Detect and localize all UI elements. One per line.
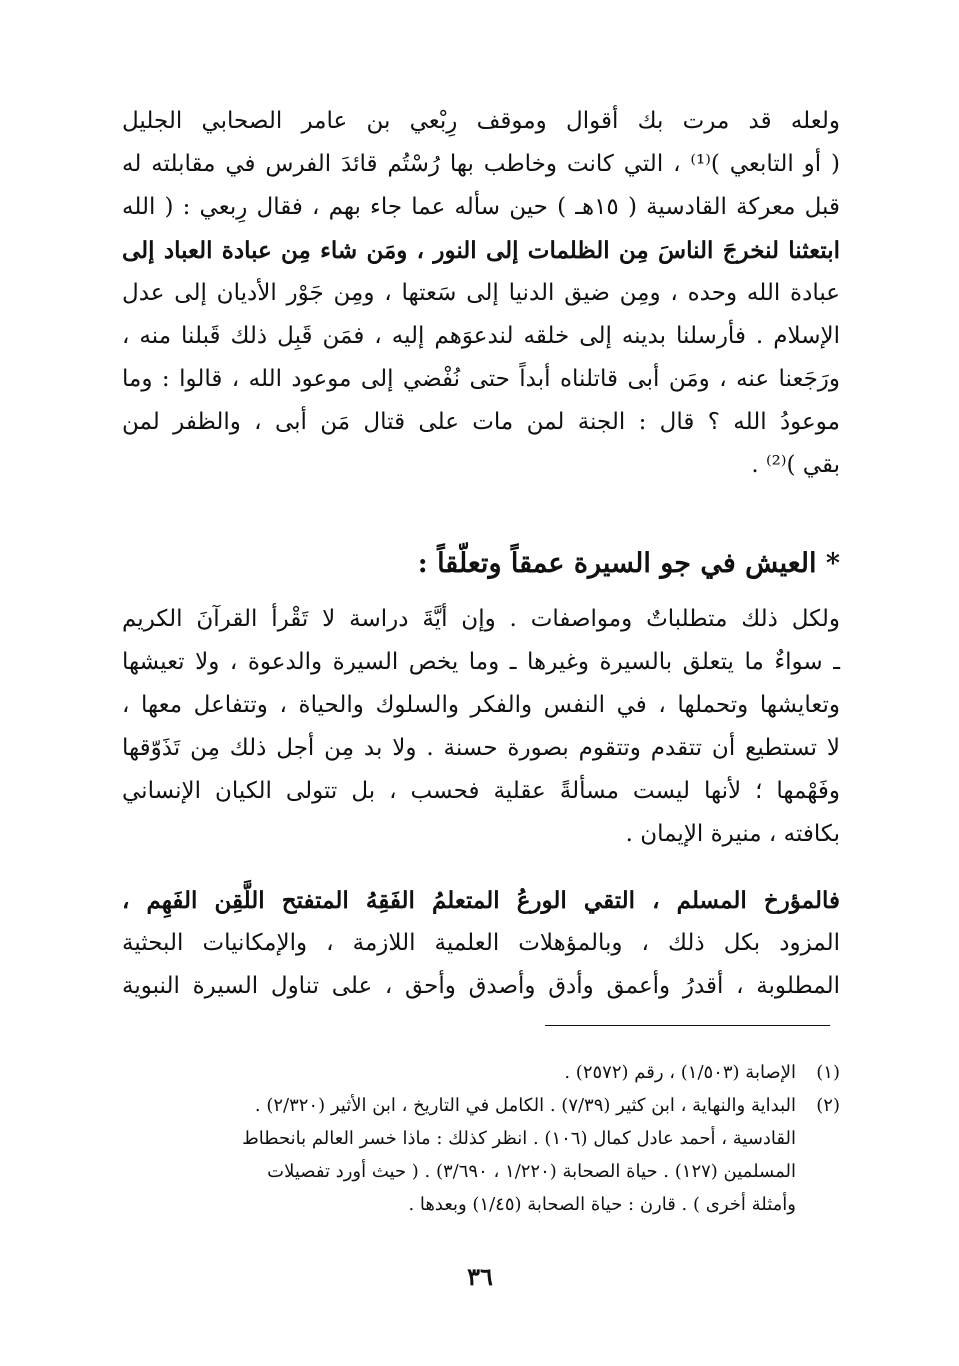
footnote-item xyxy=(130,1056,840,1089)
footnote-line: وأمثلة أخرى ) . قارن : حياة الصحابة (١/٤٥) وبعدها . xyxy=(408,1194,796,1215)
footnote-number: (١) xyxy=(816,1062,840,1083)
footnote-line: المسلمين (١٢٧) . حياة الصحابة (١/٢٢٠ ، ٣/٦٩٠) . ( حيث أورد تفصيلات xyxy=(267,1161,796,1182)
footnote-line: البداية والنهاية ، ابن كثير (٧/٣٩) . الكامل في التاريخ ، ابن الأثير (٢/٣٢٠) . xyxy=(254,1095,796,1116)
paragraph-line: بكافته ، منيرة الإيمان . xyxy=(625,821,840,847)
paragraph-line: ـ سواءٌ ما يتعلق بالسيرة وغيرها ـ وما يخص السيرة والدعوة ، ولا تعيشها xyxy=(122,649,840,675)
paragraph-rabi-story xyxy=(122,100,840,487)
paragraph-line: لا تستطيع أن تتقدم وتتقوم بصورة حسنة . ولا بد مِن أجل ذلك مِن تَذَوّقها xyxy=(122,735,840,761)
footnote-separator xyxy=(545,1025,830,1026)
paragraph-muslim-historian xyxy=(122,879,840,1008)
paragraph-line: بقي )⁽²⁾ . xyxy=(751,452,840,478)
paragraph-line: موعودُ الله ؟ قال : الجنة لمن مات على قتال مَن أبى ، والظفر لمن xyxy=(122,409,840,435)
footnote-item xyxy=(130,1089,840,1221)
paragraph-line: ( أو التابعي )⁽¹⁾ ، التي كانت وخاطب بها رُسْتُم قائدَ الفرس في مقابلته له xyxy=(122,151,840,177)
paragraph-requirements xyxy=(122,598,840,856)
footnotes xyxy=(130,1056,840,1221)
paragraph-line: وفَهْمها ؛ لأنها ليست مسألةً عقلية فحسب ، بل تتولى الكيان الإنساني xyxy=(122,778,840,804)
footnote-line: الإصابة (١/٥٠٣) ، رقم (٢٥٧٢) . xyxy=(564,1062,796,1083)
paragraph-line: ولعله قد مرت بك أقوال وموقف رِبْعي بن عامر الصحابي الجليل xyxy=(122,108,840,134)
paragraph-line: عبادة الله وحده ، ومِن ضيق الدنيا إلى سَعتها ، ومِن جَوْر الأديان إلى عدل xyxy=(122,280,840,306)
paragraph-line: فالمؤرخ المسلم ، التقي الورعُ المتعلمُ الفَقِهُ المتفتح اللَّقِن الفَهِم ، xyxy=(122,887,840,914)
paragraph-line: الإسلام . فأرسلنا بدينه إلى خلقه لندعوَهم إليه ، فمَن قَبِل ذلك قَبلنا منه ، xyxy=(122,323,840,349)
paragraph-line: المطلوبة ، أقدرُ وأعمق وأدق وأصدق وأحق ، على تناول السيرة النبوية xyxy=(122,973,840,999)
footnote-text xyxy=(130,1056,796,1089)
paragraph-line: ولكل ذلك متطلباتٌ ومواصفات . وإن أيَّةَ دراسة لا تَقْرأ القرآنَ الكريم xyxy=(122,606,840,632)
paragraph-line: ورَجَعنا عنه ، ومَن أبى قاتلناه أبداً حتى نُفْضي إلى موعود الله ، قالوا : وما xyxy=(122,366,840,392)
section-heading: * العيش في جو السيرة عمقاً وتعلّقاً : xyxy=(417,548,840,579)
footnote-number: (٢) xyxy=(816,1095,840,1116)
paragraph-line: المزود بكل ذلك ، وبالمؤهلات العلمية اللازمة ، والإمكانيات البحثية xyxy=(122,930,840,956)
footnote-line: القادسية ، أحمد عادل كمال (١٠٦) . انظر كذلك : ماذا خسر العالم بانحطاط xyxy=(242,1128,796,1149)
paragraph-line: وتعايشها وتحملها ، في النفس والفكر والسلوك والحياة ، وتتفاعل معها ، xyxy=(122,692,840,718)
page-number: ٣٦ xyxy=(467,1262,493,1291)
footnote-text xyxy=(130,1089,796,1221)
paragraph-line: ابتعثنا لنخرجَ الناسَ مِن الظلمات إلى النور ، ومَن شاء مِن عبادة العباد إلى xyxy=(122,237,840,264)
paragraph-line: قبل معركة القادسية ( ١٥هـ ) حين سأله عما جاء بهم ، فقال رِبعي : ( الله xyxy=(122,194,840,220)
